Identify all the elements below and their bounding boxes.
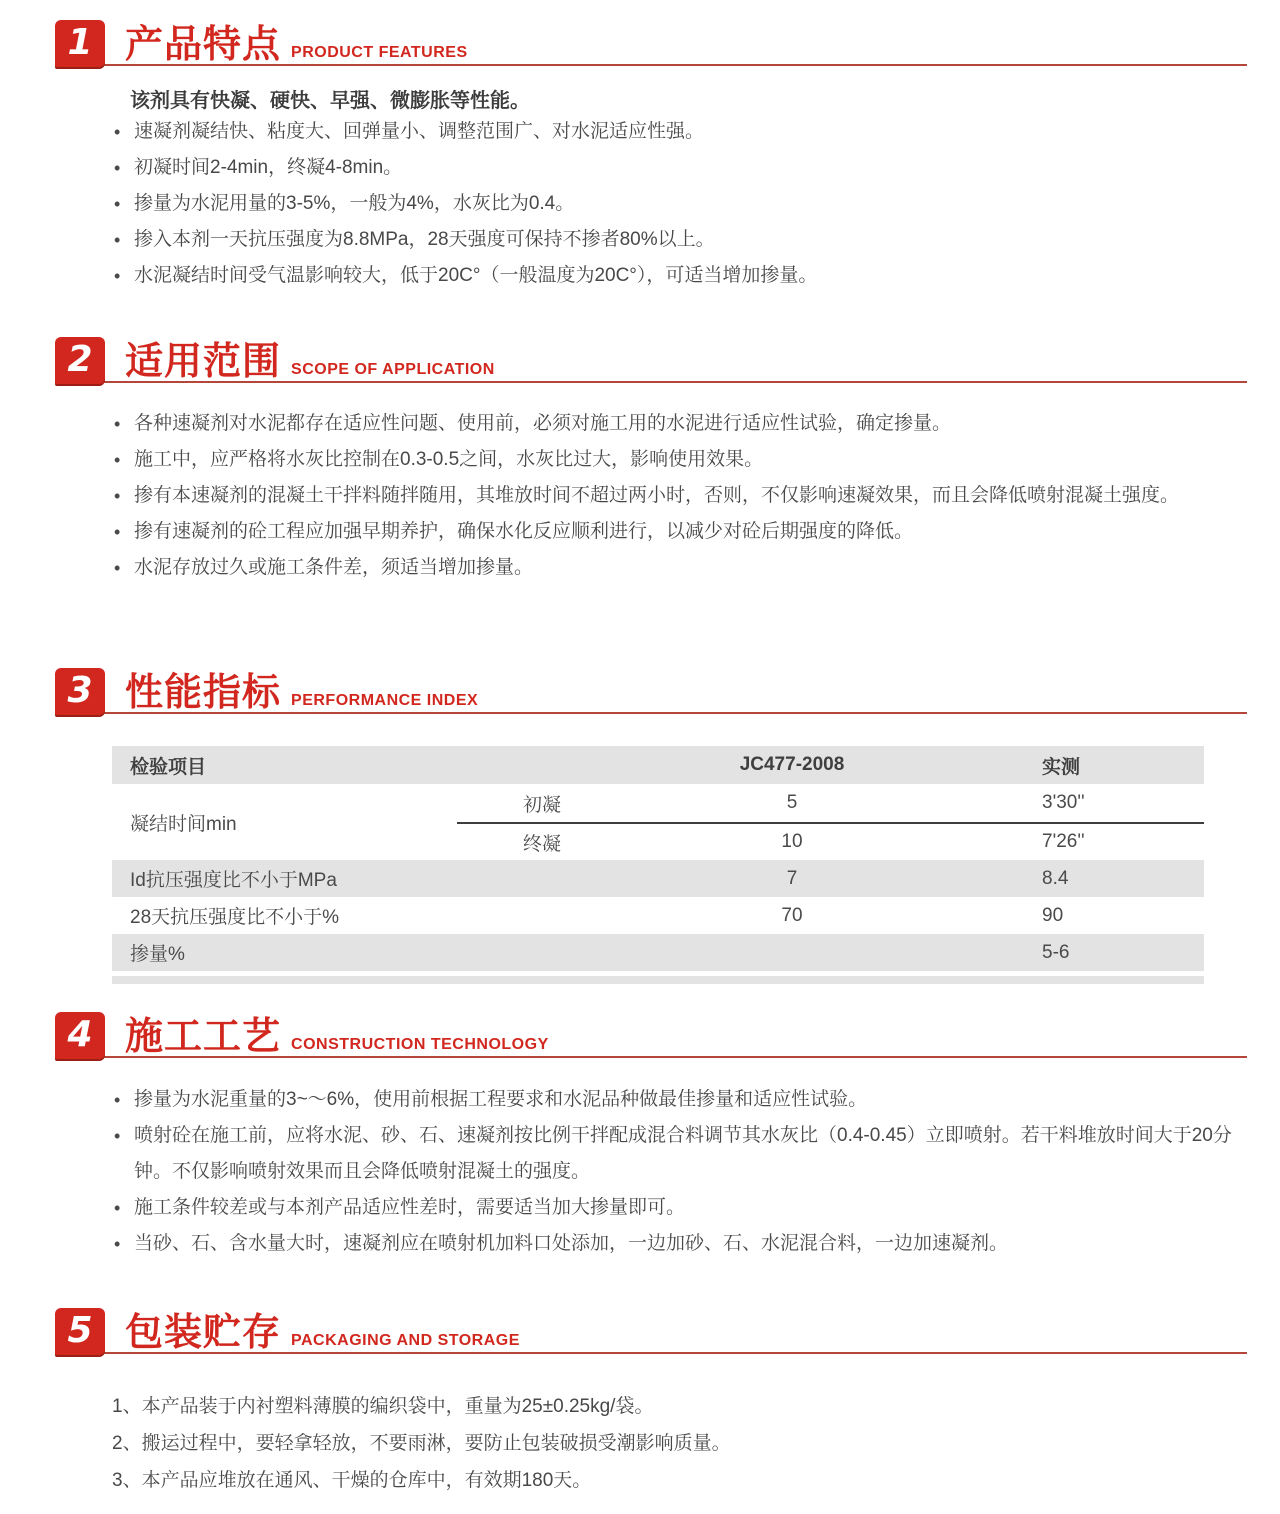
bullet-item: • 各种速凝剂对水泥都存在适应性问题、使用前，必须对施工用的水泥进行适应性试验，确定掺量。 (112, 406, 1252, 442)
subrow-standard-value: 10 (781, 831, 803, 852)
section-title: 适用范围 (125, 341, 282, 383)
table-row-setting-time (112, 784, 1204, 860)
bullet-item: • 施工条件较差或与本剂产品适应性差时，需要适当加大掺量即可。 (112, 1190, 1252, 1226)
scope-bullet-list (112, 406, 1252, 586)
section-title: 性能指标 (125, 672, 282, 714)
numbered-item: 1、本产品装于内衬塑料薄膜的编织袋中，重量为25±0.25kg/袋。 (112, 1396, 654, 1417)
numbered-item: 2、搬运过程中，要轻拿轻放，不要雨淋，要防止包装破损受潮影响质量。 (112, 1433, 731, 1454)
packaging-numbered-list (112, 1388, 1252, 1499)
section-header-scope (55, 337, 1247, 383)
subrow-measured-value: 3'30'' (1042, 792, 1085, 813)
table-row-1d-strength (112, 860, 1204, 897)
features-intro-text: 该剂具有快凝、硬快、早强、微膨胀等性能。 (130, 90, 530, 112)
subrow-measured-value: 7'26'' (1042, 831, 1085, 852)
bullet-item: • 掺有速凝剂的砼工程应加强早期养护，确保水化反应顺利进行，以减少对砼后期强度的降低。 (112, 514, 1252, 550)
bullet-item: • 初凝时间2-4min，终凝4-8min。 (112, 150, 1252, 186)
section-number-badge: 4 (55, 1012, 105, 1059)
subrow-label: 终凝 (522, 833, 561, 855)
bullet-item: • 水泥存放过久或施工条件差，须适当增加掺量。 (112, 550, 1252, 586)
section-header-performance (55, 668, 1247, 714)
bullet-item: • 喷射砼在施工前，应将水泥、砂、石、速凝剂按比例干拌配成混合料调节其水灰比（0.4-0.45）立即喷射。若干料堆放时间大于20分钟。不仅影响喷射效果而且会降低喷射混凝土的强度。 (112, 1118, 1252, 1190)
section-subtitle: CONSTRUCTION TECHNOLOGY (291, 1036, 549, 1053)
table-header-measured: 实测 (1042, 756, 1081, 778)
section-header-packaging (55, 1308, 1247, 1354)
numbered-item: 3、本产品应堆放在通风、干燥的仓库中，有效期180天。 (112, 1470, 592, 1491)
table-row-28d-strength (112, 897, 1204, 934)
section-header-construction (55, 1012, 1247, 1058)
table-row-dosage (112, 934, 1204, 971)
construction-bullet-list (112, 1082, 1252, 1262)
table-header-item: 检验项目 (130, 756, 207, 778)
performance-table (112, 746, 1204, 984)
bullet-item: • 水泥凝结时间受气温影响较大，低于20C°（一般温度为20C°），可适当增加掺量。 (112, 258, 1252, 294)
section-title: 产品特点 (125, 24, 282, 66)
table-header-row (112, 746, 1204, 784)
setting-time-label: 凝结时间min (130, 813, 237, 835)
row-standard-value: 70 (781, 904, 803, 926)
row-measured-value: 8.4 (1042, 867, 1069, 889)
section-title: 包装贮存 (125, 1312, 282, 1354)
section-number-badge: 3 (55, 668, 105, 715)
subrow-standard-value: 5 (786, 792, 798, 813)
section-number-badge: 2 (55, 337, 105, 384)
row-measured-value: 5-6 (1042, 941, 1070, 963)
section-subtitle: PACKAGING AND STORAGE (291, 1332, 520, 1349)
section-header-product-features (55, 20, 1247, 66)
table-subrow-initial-set (457, 784, 1204, 822)
section-subtitle: PRODUCT FEATURES (291, 44, 468, 61)
bullet-item: • 掺量为水泥用量的3-5%，一般为4%，水灰比为0.4。 (112, 186, 1252, 222)
row-label: 28天抗压强度比不小于% (130, 907, 340, 928)
bullet-item: • 速凝剂凝结快、粘度大、回弹量小、调整范围广、对水泥适应性强。 (112, 114, 1252, 150)
bullet-item: • 掺有本速凝剂的混凝土干拌料随拌随用，其堆放时间不超过两小时，否则，不仅影响速凝效果，而且会降低喷射混凝土强度。 (112, 478, 1252, 514)
section-subtitle: PERFORMANCE INDEX (291, 692, 479, 709)
table-bottom-strip (112, 976, 1204, 984)
row-measured-value: 90 (1042, 904, 1064, 926)
table-header-standard: JC477-2008 (739, 754, 845, 775)
bullet-item: • 施工中，应严格将水灰比控制在0.3-0.5之间，水灰比过大，影响使用效果。 (112, 442, 1252, 478)
row-standard-value: 7 (786, 867, 798, 889)
subrow-label: 初凝 (522, 794, 561, 816)
section-title: 施工工艺 (125, 1016, 282, 1058)
features-bullet-list (112, 114, 1252, 294)
row-label: Id抗压强度比不小于MPa (130, 870, 337, 891)
section-number-badge: 5 (55, 1308, 105, 1355)
bullet-item: • 掺量为水泥重量的3~～6%，使用前根据工程要求和水泥品种做最佳掺量和适应性试验。 (112, 1082, 1252, 1118)
section-subtitle: SCOPE OF APPLICATION (291, 361, 495, 378)
section-number-badge: 1 (55, 20, 105, 67)
row-label: 掺量% (130, 944, 185, 965)
table-subrow-final-set (457, 822, 1204, 860)
bullet-item: • 掺入本剂一天抗压强度为8.8MPa，28天强度可保持不掺者80%以上。 (112, 222, 1252, 258)
bullet-item: • 当砂、石、含水量大时，速凝剂应在喷射机加料口处添加，一边加砂、石、水泥混合料，一边加速凝剂。 (112, 1226, 1252, 1262)
